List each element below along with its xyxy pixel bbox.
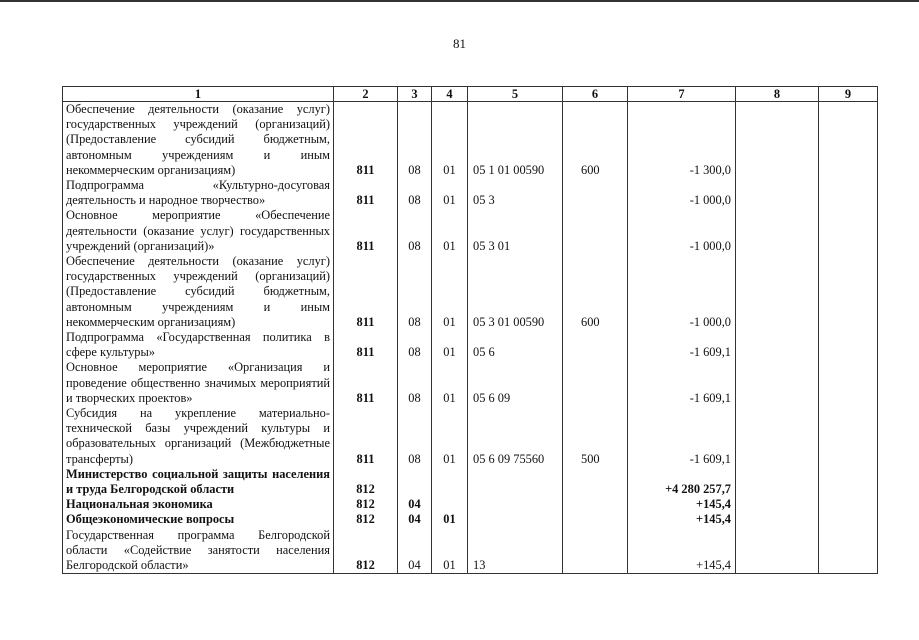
row-description: Основное мероприятие «Обеспечение деятельности (оказание услуг) государственных учреждений (организаций)»: [63, 208, 334, 254]
top-border-line: [0, 0, 919, 2]
section-code: 08: [398, 208, 432, 254]
section-code: 08: [398, 178, 432, 208]
amount: +145,4: [628, 512, 736, 527]
target-article-code: 05 6 09 75560: [468, 406, 563, 467]
section-code: 04: [398, 528, 432, 574]
column-8-cell: [736, 406, 819, 467]
ministry-code: 811: [334, 102, 398, 179]
section-code: [398, 467, 432, 497]
column-9-cell: [819, 254, 878, 330]
table-row: [63, 406, 878, 467]
ministry-code: 812: [334, 512, 398, 527]
ministry-code: 811: [334, 208, 398, 254]
amount: -1 000,0: [628, 178, 736, 208]
expense-type-code: [563, 528, 628, 574]
subsection-code: 01: [432, 406, 468, 467]
column-9-cell: [819, 497, 878, 512]
table-row: [63, 528, 878, 574]
column-9-cell: [819, 360, 878, 406]
expense-type-code: [563, 497, 628, 512]
column-8-cell: [736, 330, 819, 360]
expense-type-code: 600: [563, 102, 628, 179]
column-8-cell: [736, 102, 819, 179]
ministry-code: 811: [334, 254, 398, 330]
section-code: 04: [398, 512, 432, 527]
column-header: 1: [63, 87, 334, 102]
column-header: 5: [468, 87, 563, 102]
subsection-code: [432, 467, 468, 497]
expense-type-code: 600: [563, 254, 628, 330]
target-article-code: 05 6: [468, 330, 563, 360]
column-8-cell: [736, 208, 819, 254]
column-9-cell: [819, 330, 878, 360]
row-description: Субсидия на укрепление материально-технической базы учреждений культуры и образовательных организаций (Межбюджетные трансферты): [63, 406, 334, 467]
page-number: 81: [453, 36, 466, 51]
column-header: 9: [819, 87, 878, 102]
column-9-cell: [819, 467, 878, 497]
row-description: Обеспечение деятельности (оказание услуг) государственных учреждений (организаций) (Предоставление субсидий бюджетным, автономным учреждениям и иным некоммерческим организациям): [63, 254, 334, 330]
row-description: Министерство социальной защиты населения и труда Белгородской области: [63, 467, 334, 497]
column-9-cell: [819, 528, 878, 574]
subsection-code: [432, 497, 468, 512]
column-8-cell: [736, 178, 819, 208]
subsection-code: 01: [432, 528, 468, 574]
target-article-code: 13: [468, 528, 563, 574]
ministry-code: 811: [334, 330, 398, 360]
subsection-code: 01: [432, 178, 468, 208]
column-8-cell: [736, 467, 819, 497]
target-article-code: [468, 512, 563, 527]
row-description: Обеспечение деятельности (оказание услуг) государственных учреждений (организаций) (Предоставление субсидий бюджетным, автономным учреждениям и иным некоммерческим организациям): [63, 102, 334, 179]
amount: -1 300,0: [628, 102, 736, 179]
target-article-code: [468, 467, 563, 497]
table-row: [63, 467, 878, 497]
column-header: 3: [398, 87, 432, 102]
column-8-cell: [736, 254, 819, 330]
target-article-code: 05 1 01 00590: [468, 102, 563, 179]
amount: -1 000,0: [628, 254, 736, 330]
ministry-code: 811: [334, 178, 398, 208]
column-9-cell: [819, 178, 878, 208]
amount: +145,4: [628, 497, 736, 512]
row-description: Общеэкономические вопросы: [63, 512, 334, 527]
amount: -1 609,1: [628, 360, 736, 406]
subsection-code: 01: [432, 330, 468, 360]
amount: +145,4: [628, 528, 736, 574]
ministry-code: 811: [334, 406, 398, 467]
ministry-code: 812: [334, 497, 398, 512]
expense-type-code: [563, 178, 628, 208]
table-row: [63, 102, 878, 179]
amount: -1 609,1: [628, 330, 736, 360]
column-9-cell: [819, 512, 878, 527]
subsection-code: 01: [432, 208, 468, 254]
column-8-cell: [736, 528, 819, 574]
table-row: [63, 497, 878, 512]
row-description: Подпрограмма «Культурно-досуговая деятельность и народное творчество»: [63, 178, 334, 208]
table-row: [63, 360, 878, 406]
ministry-code: 812: [334, 528, 398, 574]
column-9-cell: [819, 406, 878, 467]
column-8-cell: [736, 497, 819, 512]
amount: -1 609,1: [628, 406, 736, 467]
subsection-code: 01: [432, 254, 468, 330]
section-code: 08: [398, 254, 432, 330]
expense-type-code: [563, 360, 628, 406]
row-description: Основное мероприятие «Организация и проведение общественно значимых мероприятий и творческих проектов»: [63, 360, 334, 406]
column-9-cell: [819, 102, 878, 179]
expense-type-code: 500: [563, 406, 628, 467]
section-code: 08: [398, 330, 432, 360]
column-header: 6: [563, 87, 628, 102]
ministry-code: 812: [334, 467, 398, 497]
amount: +4 280 257,7: [628, 467, 736, 497]
expense-type-code: [563, 330, 628, 360]
amount: -1 000,0: [628, 208, 736, 254]
section-code: 04: [398, 497, 432, 512]
subsection-code: 01: [432, 360, 468, 406]
target-article-code: [468, 497, 563, 512]
expense-type-code: [563, 467, 628, 497]
table-row: [63, 330, 878, 360]
table-row: [63, 254, 878, 330]
column-8-cell: [736, 512, 819, 527]
table-row: [63, 208, 878, 254]
column-header: 4: [432, 87, 468, 102]
expense-type-code: [563, 208, 628, 254]
table-row: [63, 512, 878, 527]
budget-table-container: [62, 86, 878, 574]
target-article-code: 05 6 09: [468, 360, 563, 406]
subsection-code: 01: [432, 102, 468, 179]
column-header: 2: [334, 87, 398, 102]
row-description: Подпрограмма «Государственная политика в сфере культуры»: [63, 330, 334, 360]
table-header-row: [63, 87, 878, 102]
section-code: 08: [398, 360, 432, 406]
target-article-code: 05 3: [468, 178, 563, 208]
target-article-code: 05 3 01: [468, 208, 563, 254]
row-description: Национальная экономика: [63, 497, 334, 512]
table-row: [63, 178, 878, 208]
column-8-cell: [736, 360, 819, 406]
row-description: Государственная программа Белгородской области «Содействие занятости населения Белгородской области»: [63, 528, 334, 574]
subsection-code: 01: [432, 512, 468, 527]
column-header: 7: [628, 87, 736, 102]
budget-table: [62, 86, 878, 574]
ministry-code: 811: [334, 360, 398, 406]
section-code: 08: [398, 406, 432, 467]
expense-type-code: [563, 512, 628, 527]
column-header: 8: [736, 87, 819, 102]
column-9-cell: [819, 208, 878, 254]
target-article-code: 05 3 01 00590: [468, 254, 563, 330]
section-code: 08: [398, 102, 432, 179]
